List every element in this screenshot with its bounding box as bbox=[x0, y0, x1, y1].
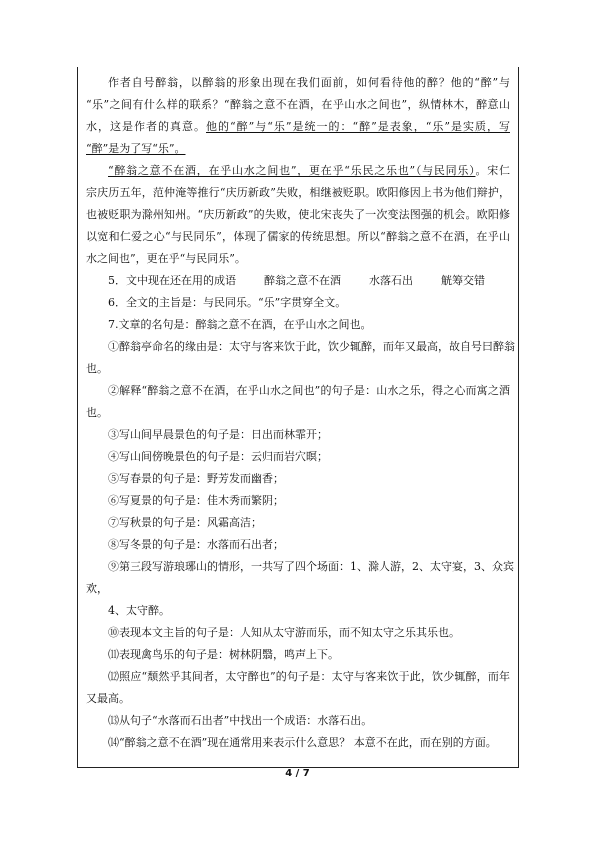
question-line: 也。 bbox=[86, 362, 108, 375]
text-line: 以宽和仁爱之心“与民同乐”，体现了儒家的传统思想。所以“醉翁之意不在酒，在乎山 bbox=[86, 230, 510, 243]
underlined-text: “醉”是为了写“乐”。 bbox=[86, 142, 186, 155]
question-line: 4、太守醉。 bbox=[108, 604, 170, 617]
question-line: ⑤写春景的句子是：野芳发而幽香； bbox=[108, 472, 284, 485]
question-line: ⑾表现禽鸟乐的句子是：树林阴翳，鸣声上下。 bbox=[108, 648, 339, 661]
page-number: 4 / 7 bbox=[285, 768, 310, 779]
question-line: ⑩表现本文主旨的句子是：人知从太守游而乐，而不知太守之乐其乐也。 bbox=[108, 626, 460, 639]
question-line: ⒁“醉翁之意不在酒”现在通常用来表示什么意思？ 本意不在此，而在别的方面。 bbox=[108, 736, 497, 749]
question-line: ④写山间傍晚景色的句子是：云归而岩穴暝； bbox=[108, 450, 328, 463]
text-line: 水之间也”，更在乎“与民同乐”。 bbox=[86, 252, 246, 265]
text-line bbox=[86, 138, 510, 160]
item-famous-quote: 7.文章的名句是：醉翁之意不在酒，在乎山水之间也。 bbox=[108, 318, 372, 331]
item-idioms bbox=[86, 270, 510, 292]
underlined-text: 他的“醉”与“乐”是统一的：“醉”是表象，“乐”是实质，写 bbox=[206, 120, 510, 133]
question-line: 也。 bbox=[86, 406, 108, 419]
idiom: 水落石出 bbox=[369, 274, 413, 287]
paragraph-author-intent bbox=[86, 72, 510, 160]
text-line: 宗庆历五年，范仲淹等推行“庆历新政”失败，相继被贬职。欧阳修因上书为他们辩护， bbox=[86, 186, 510, 199]
text-line: 作者自号醉翁，以醉翁的形象出现在我们面前，如何看待他的醉？他的“醉”与 bbox=[108, 76, 510, 89]
question-line: ⑥写夏景的句子是：佳木秀而繁阴； bbox=[108, 494, 284, 507]
question-line: 又最高。 bbox=[86, 692, 130, 705]
paragraph-background bbox=[86, 160, 510, 270]
item-theme: 6．全文的主旨是：与民同乐。“乐”字贯穿全文。 bbox=[108, 296, 347, 309]
underlined-text: “醉翁之意不在酒，在乎山水之间也”，更在乎“乐民之乐也”（与民同乐） bbox=[108, 164, 476, 177]
item-label: 5．文中现在还在用的成语 bbox=[108, 274, 236, 287]
text-line: 也被贬职为滁州知州。“庆历新政”的失败，使北宋丧失了一次变法图强的机会。欧阳修 bbox=[86, 208, 510, 221]
question-line: ⒀从句子“水落而石出者”中找出一个成语：水落石出。 bbox=[108, 714, 373, 727]
text-segment: 水，这是作者的真意。 bbox=[86, 120, 206, 133]
question-line: ⑿照应“颓然乎其间者，太守醉也”的句子是：太守与客来饮于此，饮少辄醉，而年 bbox=[108, 670, 510, 683]
document-body bbox=[86, 72, 515, 754]
question-line: ⑨第三段写游琅琊山的情形，一共写了四个场面：1、滁人游，2、太守宴，3、众宾 bbox=[108, 560, 514, 573]
text-line bbox=[86, 116, 510, 138]
question-line: ③写山间早晨景色的句子是：日出而林霏开； bbox=[108, 428, 328, 441]
question-line: ①醉翁亭命名的缘由是：太守与客来饮于此，饮少辄醉，而年又最高，故自号曰醉翁 bbox=[108, 340, 515, 353]
question-line: 欢， bbox=[86, 582, 108, 595]
question-line: ⑧写冬景的句子是：水落而石出者； bbox=[108, 538, 284, 551]
text-line: “乐”之间有什么样的联系？“醉翁之意不在酒，在乎山水之间也”，纵情林木，醉意山 bbox=[86, 98, 510, 111]
question-line: ②解释“醉翁之意不在酒，在乎山水之间也”的句子是：山水之乐，得之心而寓之酒 bbox=[108, 384, 510, 397]
question-line: ⑦写秋景的句子是：风霜高洁； bbox=[108, 516, 262, 529]
idiom: 醉翁之意不在酒 bbox=[264, 274, 341, 287]
text-line bbox=[86, 160, 510, 182]
text-segment: 。宋仁 bbox=[475, 164, 510, 177]
idiom: 觥筹交错 bbox=[441, 274, 485, 287]
